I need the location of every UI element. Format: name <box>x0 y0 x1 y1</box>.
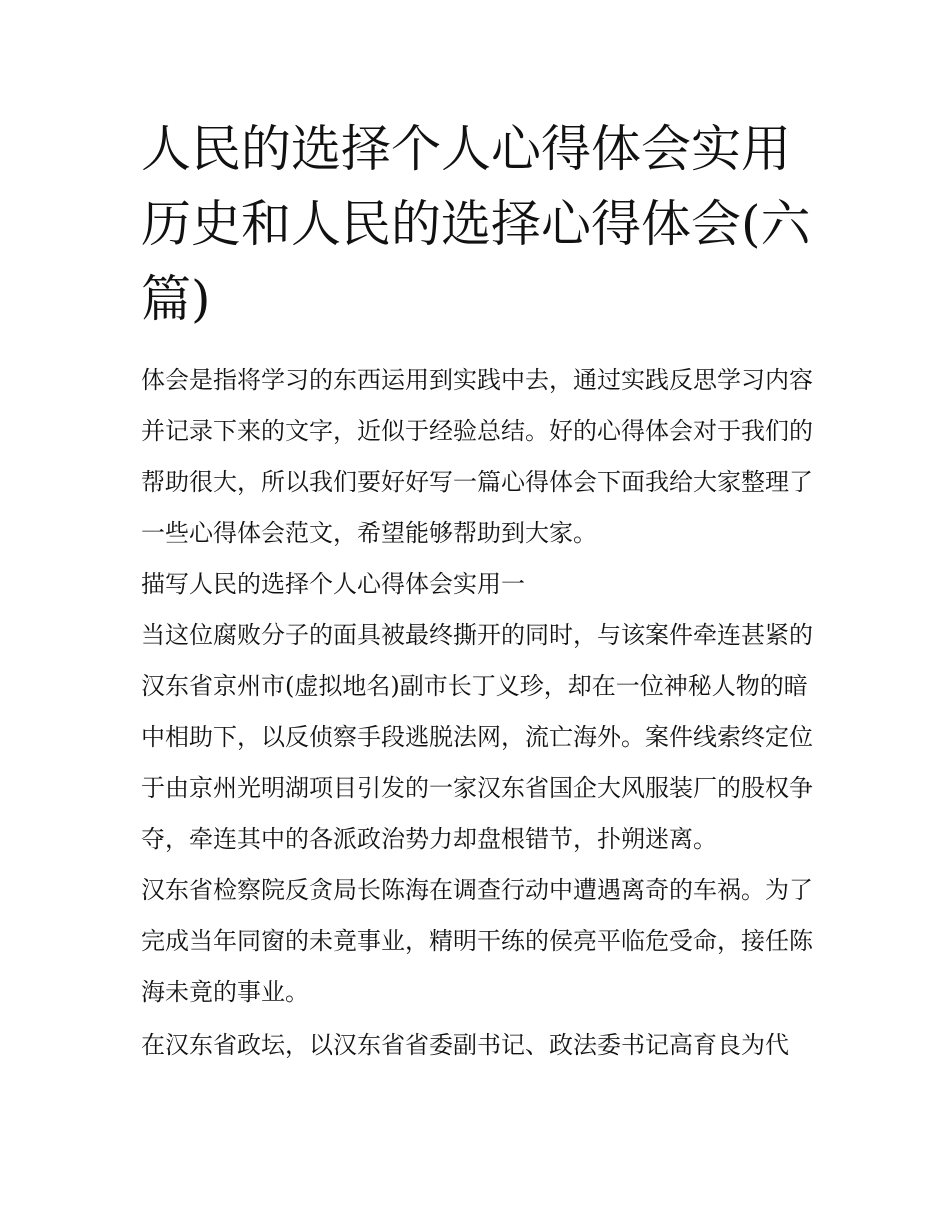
section-heading: 描写人民的选择个人心得体会实用一 <box>141 570 525 598</box>
body-paragraph: 在汉东省政坛，以汉东省省委副书记、政法委书记高育良为代 <box>141 1031 789 1059</box>
document-page <box>141 112 813 1071</box>
document-title: 人民的选择个人心得体会实用历史和人民的选择心得体会(六篇) <box>141 120 811 328</box>
body-paragraph: 当这位腐败分子的面具被最终撕开的同时，与该案件牵连甚紧的汉东省京州市(虚拟地名)副市长丁义珍，却在一位神秘人物的暗中相助下，以反侦察手段逃脱法网，流亡海外。案件线索终定位于由京州光明湖项目引发的一家汉东省国企大风服装厂的股权争夺，牵连其中的各派政治势力却盘根错节，扑朔迷离。 <box>141 621 813 853</box>
intro-paragraph: 体会是指将学习的东西运用到实践中去，通过实践反思学习内容并记录下来的文字，近似于经验总结。好的心得体会对于我们的帮助很大，所以我们要好好写一篇心得体会下面我给大家整理了一些心得体会范文，希望能够帮助到大家。 <box>141 366 813 547</box>
body-paragraph: 汉东省检察院反贪局长陈海在调查行动中遭遇离奇的车祸。为了完成当年同窗的未竟事业，精明干练的侯亮平临危受命，接任陈海未竟的事业。 <box>141 876 813 1006</box>
